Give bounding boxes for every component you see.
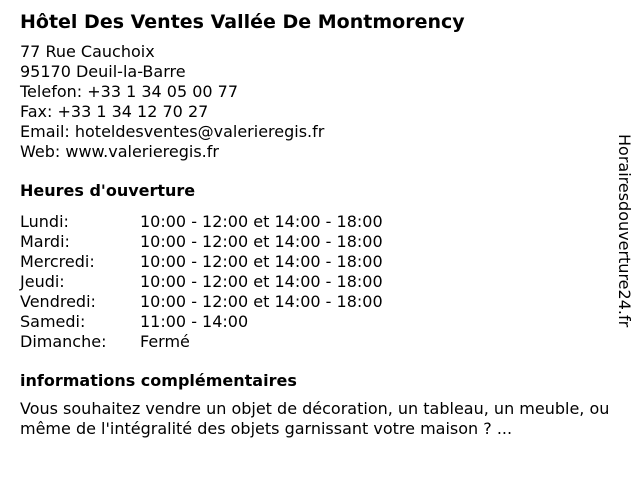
time-value: 10:00 - 12:00 et 14:00 - 18:00: [140, 232, 383, 251]
address-block: [20, 42, 610, 162]
business-card: [20, 10, 610, 439]
time-value: 10:00 - 12:00 et 14:00 - 18:00: [140, 292, 383, 311]
day-label: Lundi:: [20, 212, 69, 231]
phone-number: Telefon: +33 1 34 05 00 77: [20, 82, 239, 101]
hours-row-wednesday: [20, 252, 610, 272]
additional-info-heading: informations complémentaires: [20, 371, 297, 390]
opening-hours-table: [20, 212, 610, 352]
hours-row-tuesday: [20, 232, 610, 252]
postal-city: 95170 Deuil-la-Barre: [20, 62, 186, 81]
day-label: Samedi:: [20, 312, 86, 331]
street-address: 77 Rue Cauchoix: [20, 42, 155, 61]
side-watermark: Horairesdouverture24.fr: [615, 134, 634, 328]
time-value: 10:00 - 12:00 et 14:00 - 18:00: [140, 252, 383, 271]
day-label: Dimanche:: [20, 332, 107, 351]
hours-row-sunday: [20, 332, 610, 352]
day-label: Jeudi:: [20, 272, 65, 291]
time-value: 10:00 - 12:00 et 14:00 - 18:00: [140, 212, 383, 231]
email-address: Email: hoteldesventes@valerieregis.fr: [20, 122, 325, 141]
time-value: 10:00 - 12:00 et 14:00 - 18:00: [140, 272, 383, 291]
day-label: Mardi:: [20, 232, 70, 251]
day-label: Vendredi:: [20, 292, 96, 311]
additional-info-text: Vous souhaitez vendre un objet de décoration, un tableau, un meuble, ou même de l'intégralité des objets garnissant votre maison ? ...: [20, 399, 610, 438]
opening-hours-heading: Heures d'ouverture: [20, 181, 196, 200]
hours-row-thursday: [20, 272, 610, 292]
time-value: 11:00 - 14:00: [140, 312, 249, 331]
business-title: Hôtel Des Ventes Vallée De Montmorency: [20, 11, 465, 33]
hours-row-saturday: [20, 312, 610, 332]
hours-row-friday: [20, 292, 610, 312]
day-label: Mercredi:: [20, 252, 95, 271]
hours-row-monday: [20, 212, 610, 232]
time-value: Fermé: [140, 332, 190, 351]
fax-number: Fax: +33 1 34 12 70 27: [20, 102, 209, 121]
website-address: Web: www.valerieregis.fr: [20, 142, 219, 161]
